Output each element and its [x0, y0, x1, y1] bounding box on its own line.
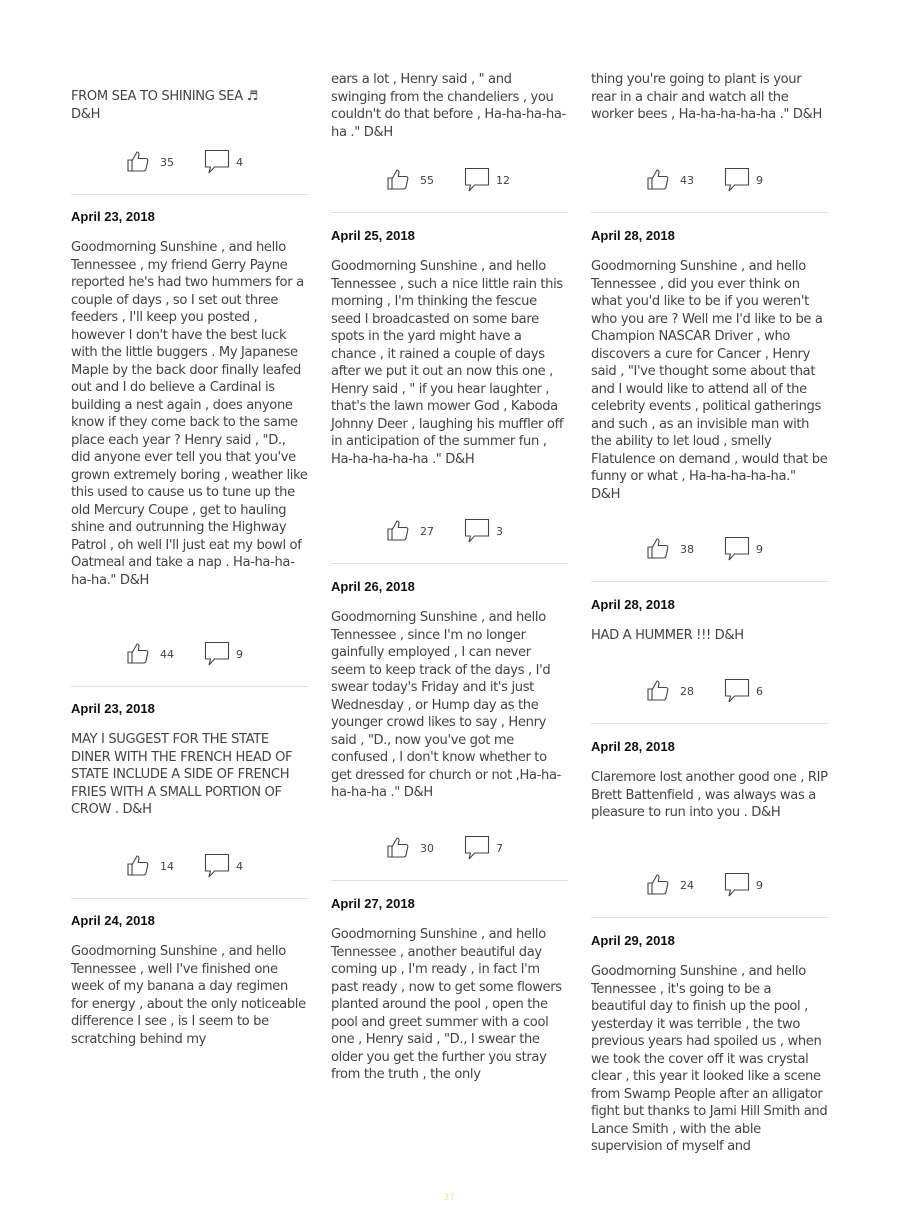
post-date: April 23, 2018 — [71, 701, 155, 716]
divider — [71, 898, 308, 899]
comment-count: 6 — [756, 685, 763, 698]
comment-count: 12 — [496, 174, 510, 187]
reactions — [386, 167, 566, 195]
divider — [591, 917, 828, 918]
post-date: April 27, 2018 — [331, 896, 415, 911]
thumbs-up-icon[interactable] — [126, 149, 150, 173]
comment-icon[interactable] — [724, 167, 750, 193]
reactions — [646, 536, 826, 564]
post-text: thing you're going to plant is your rear in a chair and watch all the worker bees , Ha-ha-ha-ha-ha ." D&H — [591, 72, 823, 122]
post-text: Claremore lost another good one , RIP Brett Battenfield , was always was a pleasure to run into you . D&H — [591, 770, 828, 820]
comment-icon[interactable] — [204, 149, 230, 175]
post — [331, 896, 568, 1084]
comment-count: 4 — [236, 860, 243, 873]
reactions — [126, 853, 306, 881]
comment-count: 9 — [756, 174, 763, 187]
post-text: MAY I SUGGEST FOR THE STATE DINER WITH THE FRENCH HEAD OF STATE INCLUDE A SIDE OF FRENCH FRIES WITH A SMALL PORTION OF CROW . D&H — [71, 732, 293, 817]
like-count: 24 — [680, 879, 694, 892]
divider — [331, 880, 568, 881]
like-count: 14 — [160, 860, 174, 873]
thumbs-up-icon[interactable] — [646, 167, 670, 191]
post — [591, 739, 828, 822]
post — [591, 71, 828, 124]
post-date: April 29, 2018 — [591, 933, 675, 948]
post-text: ears a lot , Henry said , " and swinging from the chandeliers , you couldn't do that before , Ha-ha-ha-ha-ha ." D&H — [331, 72, 566, 140]
post-date: April 25, 2018 — [331, 228, 415, 243]
post-date: April 24, 2018 — [71, 913, 155, 928]
post-text: Goodmorning Sunshine , and hello Tennessee , another beautiful day coming up , I'm ready , in fact I'm past ready , now to get some flowers planted around the pool , open the pool and greet summer with a cool one , Henry said , "D., I swear the older you get the further you stray from the truth , the only — [331, 927, 562, 1082]
post-text: HAD A HUMMER !!! D&H — [591, 628, 744, 643]
divider — [331, 212, 568, 213]
comment-count: 9 — [756, 543, 763, 556]
like-count: 55 — [420, 174, 434, 187]
divider — [591, 212, 828, 213]
like-count: 43 — [680, 174, 694, 187]
like-count: 44 — [160, 648, 174, 661]
post-text: FROM SEA TO SHINING SEA ♬ D&H — [71, 89, 259, 122]
like-count: 38 — [680, 543, 694, 556]
comment-icon[interactable] — [724, 872, 750, 898]
comment-count: 4 — [236, 156, 243, 169]
reactions — [126, 149, 306, 177]
post — [331, 71, 568, 141]
comment-icon[interactable] — [464, 167, 490, 193]
reactions — [386, 518, 566, 546]
comment-count: 9 — [756, 879, 763, 892]
post — [331, 228, 568, 468]
thumbs-up-icon[interactable] — [126, 641, 150, 665]
thumbs-up-icon[interactable] — [646, 536, 670, 560]
thumbs-up-icon[interactable] — [646, 678, 670, 702]
post — [591, 597, 828, 645]
like-count: 30 — [420, 842, 434, 855]
like-count: 27 — [420, 525, 434, 538]
post — [71, 88, 308, 123]
divider — [71, 194, 308, 195]
comment-count: 3 — [496, 525, 503, 538]
divider — [331, 563, 568, 564]
reactions — [646, 872, 826, 900]
post-date: April 23, 2018 — [71, 209, 155, 224]
comment-icon[interactable] — [464, 518, 490, 544]
post-date: April 28, 2018 — [591, 228, 675, 243]
divider — [591, 581, 828, 582]
reactions — [126, 641, 306, 669]
thumbs-up-icon[interactable] — [386, 518, 410, 542]
divider — [71, 686, 308, 687]
post — [71, 209, 308, 589]
comment-icon[interactable] — [204, 853, 230, 879]
post-text: Goodmorning Sunshine , and hello Tennessee , such a nice little rain this morning , I'm thinking the fescue seed I broadcasted on some bare spots in the yard might have a chance , it rained a couple of days after we put it out an now this one , Henry said , " if you hear laughter , that's the lawn mower God , Kaboda Johnny Deer , laughing his muffler off in anticipation of the summer fun , Ha-ha-ha-ha-ha ." D&H — [331, 259, 564, 467]
comment-icon[interactable] — [724, 536, 750, 562]
post — [591, 933, 828, 1156]
comment-count: 9 — [236, 648, 243, 661]
divider — [591, 723, 828, 724]
post — [71, 701, 308, 819]
post-date: April 28, 2018 — [591, 597, 675, 612]
post — [591, 228, 828, 503]
reactions — [386, 835, 566, 863]
comment-icon[interactable] — [724, 678, 750, 704]
post-text: Goodmorning Sunshine , and hello Tennessee , since I'm no longer gainfully employed , I can never seem to keep track of the days , I'd swear today's Friday and it's just Wednesday , or Hump day as the younger crowd likes to say , Henry said , "D., now you've got me confused , I don't know whether to get dressed for church or not ,Ha-ha-ha-ha-ha ." D&H — [331, 610, 562, 800]
thumbs-up-icon[interactable] — [386, 167, 410, 191]
like-count: 28 — [680, 685, 694, 698]
post — [331, 579, 568, 802]
post-text: Goodmorning Sunshine , and hello Tennessee , my friend Gerry Payne reported he's had two hummers for a couple of days , so I set out three feeders , I'll keep you posted , however I don't have the best luck with the little buggers . My Japanese Maple by the back door finally leafed out and I do believe a Cardinal is building a nest again , does anyone know if they come back to the same place each year ? Henry said , "D., did anyone ever tell you that you've grown extremely boring , weather like this used to cause us to tune up the old Mercury Coupe , get to hauling shine and outrunning the Highway Patrol , oh well I'll just eat my bowl of Oatmeal and take a nap . Ha-ha-ha-ha-ha." D&H — [71, 240, 308, 588]
post-date: April 26, 2018 — [331, 579, 415, 594]
comment-count: 7 — [496, 842, 503, 855]
post-text: Goodmorning Sunshine , and hello Tennessee , well I've finished one week of my banana a day regimen for energy , about the only noticeable difference I see , is I seem to be scratching behind my — [71, 944, 306, 1047]
post — [71, 913, 308, 1048]
post-text: Goodmorning Sunshine , and hello Tennessee , it's going to be a beautiful day to finish up the pool , yesterday it was terrible , the two previous years had spoiled us , when we took the cover off it was crystal clear , this year it looked like a scene from Swamp People after an alligator fight but thanks to Jami Hill Smith and Lance Smith , with the able supervision of myself and — [591, 964, 828, 1154]
like-count: 35 — [160, 156, 174, 169]
thumbs-up-icon[interactable] — [386, 835, 410, 859]
reactions — [646, 678, 826, 706]
page-number: 37 — [443, 1193, 455, 1203]
post-text: Goodmorning Sunshine , and hello Tennessee , did you ever think on what you'd like to be if you weren't who you are ? Well me I'd like to be a Champion NASCAR Driver , who discovers a cure for Cancer , Henry said , "I've thought some about that and I would like to attend all of the celebrity events , political gatherings and such , as an invisible man with the ability to let loud , smelly Flatulence on demand , would that be funny or what , Ha-ha-ha-ha-ha." D&H — [591, 259, 828, 502]
comment-icon[interactable] — [464, 835, 490, 861]
post-date: April 28, 2018 — [591, 739, 675, 754]
thumbs-up-icon[interactable] — [126, 853, 150, 877]
reactions — [646, 167, 826, 195]
thumbs-up-icon[interactable] — [646, 872, 670, 896]
comment-icon[interactable] — [204, 641, 230, 667]
